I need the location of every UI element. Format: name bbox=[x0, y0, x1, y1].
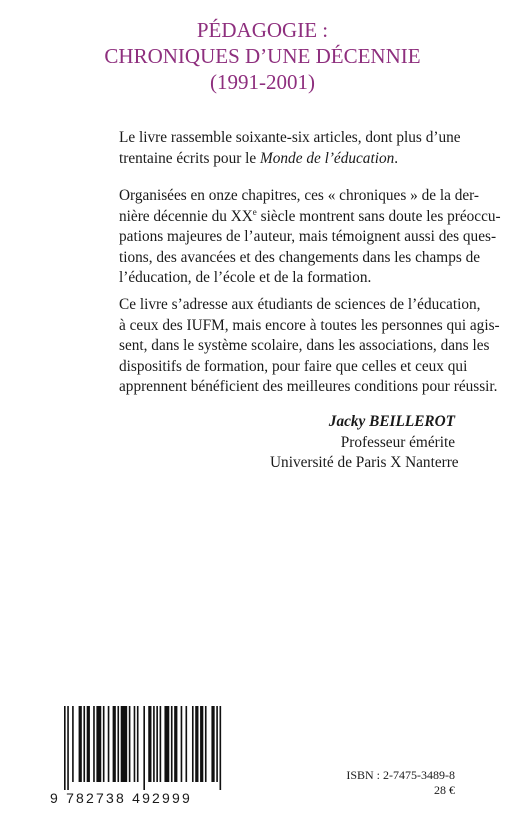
author-role: Professeur émérite bbox=[340, 433, 455, 451]
text-segment: nière décennie du XX bbox=[119, 207, 253, 225]
barcode-bar bbox=[72, 706, 74, 782]
barcode-bar bbox=[121, 706, 127, 782]
barcode-bar bbox=[108, 706, 110, 782]
barcode-bar bbox=[186, 706, 188, 782]
barcode-bar bbox=[156, 706, 158, 782]
paragraph-line: Ce livre s’adresse aux étudiants de sciences de l’éducation, bbox=[119, 296, 481, 313]
paragraph-line: apprennent bénéficient des meilleures conditions pour réussir. bbox=[119, 378, 498, 396]
barcode-bar bbox=[216, 706, 218, 782]
barcode-bar bbox=[129, 706, 131, 782]
signature-block bbox=[270, 412, 459, 474]
paragraph-intro bbox=[119, 128, 461, 169]
title-line-3: (1991-2001) bbox=[210, 70, 315, 94]
text-segment: . bbox=[394, 149, 399, 167]
barcode-bar bbox=[93, 706, 95, 782]
barcode-bar bbox=[143, 706, 145, 790]
barcode-bar bbox=[220, 706, 222, 790]
paragraph-line: tions, des avancées et des changements dans les champs de bbox=[119, 248, 481, 266]
author-name: Jacky BEILLEROT bbox=[328, 413, 455, 430]
paragraph-line: Le livre rassemble soixante-six articles, dont plus d’une bbox=[119, 129, 461, 146]
barcode-digits: 9 782738 492999 bbox=[50, 790, 192, 806]
barcode-bar bbox=[195, 706, 198, 782]
paragraph-line bbox=[119, 149, 456, 170]
book-title bbox=[0, 17, 525, 95]
author-institution: Université de Paris X Nanterre bbox=[270, 454, 459, 472]
title-line-2: CHRONIQUES D’UNE DÉCENNIE bbox=[104, 44, 421, 68]
barcode-bar bbox=[79, 706, 82, 782]
isbn-block bbox=[300, 768, 455, 798]
barcode-bar bbox=[171, 706, 173, 782]
barcode-bar bbox=[205, 706, 207, 782]
barcode-bar bbox=[181, 706, 183, 782]
barcode-bar bbox=[83, 706, 85, 782]
barcode-bars bbox=[50, 706, 240, 790]
barcode-bar bbox=[96, 706, 101, 782]
paragraph-line: sent, dans le système scolaire, dans les associations, dans les bbox=[119, 337, 490, 355]
paragraph-line: pations majeures de l’auteur, mais témoignent aussi des ques- bbox=[119, 228, 497, 246]
paragraph-line bbox=[119, 206, 501, 228]
title-line-1: PÉDAGOGIE : bbox=[196, 18, 329, 42]
paragraph-audience bbox=[119, 295, 500, 398]
paragraph-line: dispositifs de formation, pour faire que celles et ceux qui bbox=[119, 357, 468, 375]
text-segment: siècle montrent sans doute les préoccu- bbox=[256, 207, 501, 225]
publication-name: Monde de l’éducation bbox=[260, 149, 395, 167]
isbn-number: ISBN : 2-7475-3489-8 bbox=[346, 768, 455, 782]
barcode-bar bbox=[174, 706, 177, 782]
barcode-bar bbox=[87, 706, 90, 782]
text-segment: trentaine écrits pour le bbox=[119, 149, 261, 167]
paragraph-line: l’éducation, de l’école et de la formation. bbox=[119, 269, 372, 287]
barcode-bar bbox=[137, 706, 139, 782]
paragraph-line: à ceux des IUFM, mais encore à toutes les personnes qui agis- bbox=[119, 316, 500, 334]
barcode-bar bbox=[113, 706, 116, 782]
barcode-bar bbox=[160, 706, 162, 782]
barcode-bar bbox=[64, 706, 66, 790]
barcode-bar bbox=[148, 706, 151, 782]
paragraph-line: Organisées en onze chapitres, ces « chroniques » de la der- bbox=[119, 187, 480, 204]
superscript: e bbox=[252, 206, 257, 217]
barcode bbox=[50, 706, 240, 806]
paragraph-chapters bbox=[119, 186, 501, 289]
barcode-bar bbox=[67, 706, 69, 790]
barcode-bar bbox=[192, 706, 194, 782]
barcode-bar bbox=[200, 706, 203, 782]
barcode-bar bbox=[211, 706, 214, 782]
barcode-bar bbox=[103, 706, 105, 782]
barcode-bar bbox=[164, 706, 169, 782]
barcode-bar bbox=[134, 706, 136, 782]
price: 28 € bbox=[434, 783, 455, 797]
barcode-bar bbox=[153, 706, 155, 782]
barcode-bar bbox=[117, 706, 119, 782]
